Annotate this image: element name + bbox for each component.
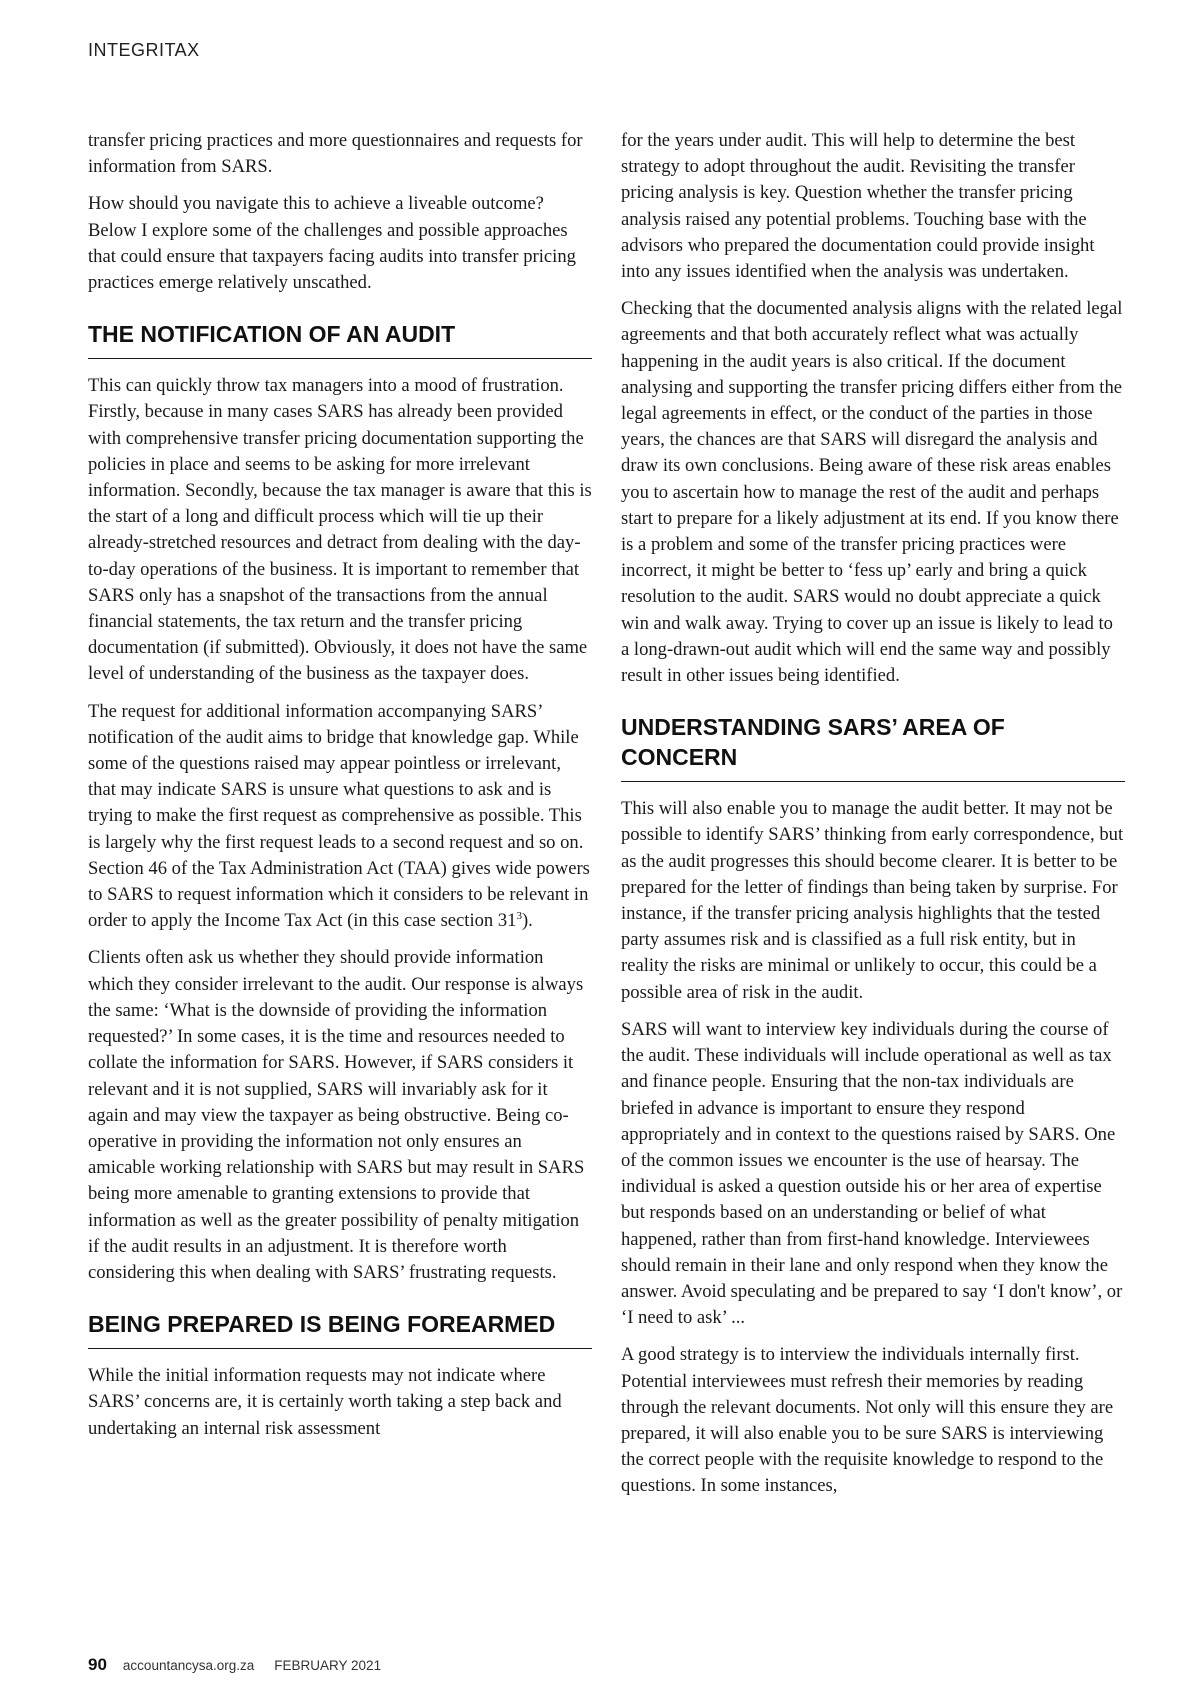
paragraph: SARS will want to interview key individuals during the course of the audit. These individuals will include operational as well as tax and finance people. Ensuring that the non-tax individuals are briefed in advance is important to ensure they respond appropriately and in context to the questions raised by SARS. One of the common issues we encounter is the use of hearsay. The individual is asked a question outside his or her area of expertise but responds based on an understanding or belief of what happened, rather than from first-hand knowledge. Interviewees should remain in their lane and only respond when they know the answer. Avoid speculating and be prepared to say ‘I don't know’, or ‘I need to ask’ ... — [621, 1018, 1123, 1329]
right-column — [621, 128, 1125, 1511]
paragraph: This can quickly throw tax managers into a mood of frustration. Firstly, because in many cases SARS has already been provided with comprehensive transfer pricing documentation supporting the policies in place and seems to be asking for more irrelevant information. Secondly, because the tax manager is aware that this is the start of a long and difficult process which will tie up their already-stretched resources and detract from dealing with the day-to-day operations of the business. It is important to remember that SARS only has a snapshot of the transactions from the annual financial statements, the tax return and the transfer pricing documentation (if submitted). Obviously, it does not have the same level of understanding of the business as the taxpayer does. — [88, 375, 592, 685]
page-number: 90 — [88, 1655, 107, 1674]
paragraph-text-end: ). — [521, 910, 533, 932]
left-column — [88, 128, 592, 1453]
paragraph-with-footnote — [88, 699, 592, 935]
paragraph-text: The request for additional information accompanying SARS’ notification of the audit aims to bridge that knowledge gap. While some of the questions raised may appear pointless or irrelevant, that may indicate SARS is unsure what questions to ask and is trying to make the first request as comprehensive as possible. This is largely why the first request leads to a second request and so on. Section 46 of the Tax Administration Act (TAA) gives wide powers to SARS to request information which it considers to be relevant in order to apply the Income Tax Act (in this case section 31 — [88, 700, 590, 932]
paragraph: How should you navigate this to achieve a liveable outcome? Below I explore some of the challenges and possible approaches that could ensure that taxpayers facing audits into transfer pricing practices emerge relatively unscathed. — [88, 193, 576, 294]
issue-date: FEBRUARY 2021 — [274, 1658, 382, 1673]
running-head: INTEGRITAX — [88, 40, 200, 60]
paragraph: This will also enable you to manage the audit better. It may not be possible to identify SARS’ thinking from early correspondence, but as the audit progresses this should become clearer. It is better to be prepared for the letter of findings than being taken by surprise. For instance, if the transfer pricing analysis highlights that the tested party assumes risk and is classified as a full risk entity, but in reality the risks are minimal or unlikely to occur, this could be a possible area of risk in the audit. — [621, 798, 1124, 1003]
paragraph: Clients often ask us whether they should provide information which they consider irrelevant to the audit. Our response is always the same: ‘What is the downside of providing the information requested?’ In some cases, it is the time and resources needed to collate the information for SARS. However, if SARS considers it relevant and it is not supplied, SARS will invariably ask for it again and may view the taxpayer as being obstructive. Being co-operative in providing the information not only ensures an amicable working relationship with SARS but may result in SARS being more amenable to granting extensions to provide that information as well as the greater possibility of penalty mitigation if the audit results in an adjustment. It is therefore worth considering this when dealing with SARS’ frustrating requests. — [88, 947, 585, 1283]
website-link[interactable]: accountancysa.org.za — [122, 1658, 255, 1673]
paragraph: transfer pricing practices and more questionnaires and requests for information from SARS. — [88, 130, 583, 178]
footnote-marker: 3 — [516, 910, 522, 923]
paragraph: Checking that the documented analysis aligns with the related legal agreements and that both accurately reflect what was actually happening in the audit years is also critical. If the document analysing and supporting the transfer pricing differs either from the legal agreements in effect, or the conduct of the parties in those years, the chances are that SARS will disregard the analysis and draw its own conclusions. Being aware of these risk areas enables you to ascertain how to manage the rest of the audit and perhaps start to prepare for a likely adjustment at its end. If you know there is a problem and some of the transfer pricing practices were incorrect, it might be better to ‘fess up’ early and bring a quick resolution to the audit. SARS would no doubt appreciate a quick win and walk away. Trying to cover up an issue is likely to lead to a long-drawn-out audit which will end the same way and possibly result in other issues being identified. — [621, 298, 1123, 687]
section-heading-notification: THE NOTIFICATION OF AN AUDIT — [88, 319, 592, 359]
paragraph: While the initial information requests may not indicate where SARS’ concerns are, it is certainly worth taking a step back and undertaking an internal risk assessment — [88, 1365, 562, 1439]
page-footer — [88, 1655, 381, 1675]
paragraph: A good strategy is to interview the individuals internally first. Potential interviewees must refresh their memories by reading through the relevant documents. Not only will this ensure they are prepared, it will also enable you to be sure SARS is interviewing the correct people with the requisite knowledge to respond to the questions. In some instances, — [621, 1344, 1114, 1497]
section-heading-concern: UNDERSTANDING SARS’ AREA OF CONCERN — [621, 712, 1125, 782]
paragraph: for the years under audit. This will help to determine the best strategy to adopt throughout the audit. Revisiting the transfer pricing analysis is key. Question whether the transfer pricing analysis raised any potential problems. Touching base with the advisors who prepared the documentation could provide insight into any issues identified when the analysis was undertaken. — [621, 130, 1095, 283]
section-heading-prepared: BEING PREPARED IS BEING FOREARMED — [88, 1309, 592, 1349]
